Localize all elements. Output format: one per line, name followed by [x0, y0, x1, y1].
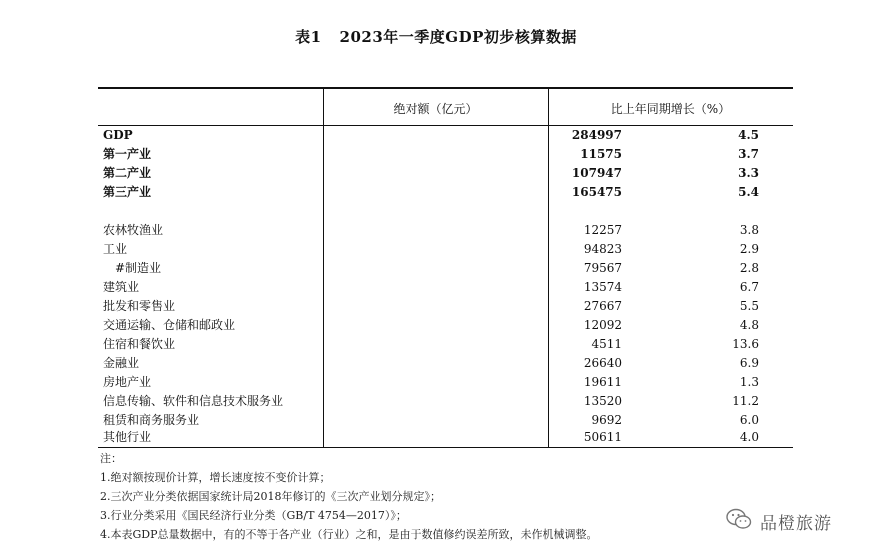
row-label: GDP [103, 128, 133, 142]
column-header-growth: 比上年同期增长（%） [610, 102, 731, 116]
row-growth: 6.7 [739, 280, 759, 294]
row-growth: 4.8 [739, 318, 759, 332]
row-label: 农林牧渔业 [103, 223, 164, 237]
row-growth: 6.0 [739, 413, 759, 427]
watermark-logo [726, 508, 832, 534]
row-label: 信息传输、软件和信息技术服务业 [103, 394, 284, 408]
row-value: 27667 [583, 299, 622, 313]
row-label: 批发和零售业 [103, 299, 176, 313]
row-growth: 1.3 [739, 375, 759, 389]
row-label: 建筑业 [103, 280, 140, 294]
note-line: 2.三次产业分类依据国家统计局2018年修订的《三次产业划分规定》； [100, 490, 441, 503]
row-growth: 2.9 [739, 242, 759, 256]
row-label: 金融业 [103, 356, 140, 370]
table-row [98, 145, 793, 164]
table-top-rule [98, 87, 793, 89]
table-number: 表1 [295, 28, 322, 46]
row-growth: 4.0 [739, 430, 759, 444]
table-bottom-rule [98, 447, 793, 448]
row-value: 19611 [583, 375, 622, 389]
table-row [98, 392, 793, 411]
note-line: 3.行业分类采用《国民经济行业分类（GB/T 4754—2017）》； [100, 509, 407, 522]
row-label: #制造业 [115, 261, 162, 275]
table-row [98, 183, 793, 202]
table-row [98, 126, 793, 145]
wechat-icon [726, 508, 752, 534]
row-value: 50611 [583, 430, 622, 444]
note-line: 1.绝对额按现价计算，增长速度按不变价计算； [100, 471, 331, 484]
column-header-absolute: 绝对额（亿元） [393, 102, 478, 116]
table-notes [100, 449, 598, 544]
table-row [98, 354, 793, 373]
row-label: 房地产业 [103, 375, 152, 389]
row-growth: 5.5 [739, 299, 759, 313]
row-label: 住宿和餐饮业 [103, 337, 176, 351]
table-title: 2023年一季度GDP初步核算数据 [339, 28, 577, 46]
table-row [98, 259, 793, 278]
table-row [98, 297, 793, 316]
row-value: 12257 [583, 223, 622, 237]
table-row [98, 316, 793, 335]
table-row [98, 373, 793, 392]
table-row [98, 335, 793, 354]
row-growth: 3.8 [739, 223, 759, 237]
row-value: 26640 [583, 356, 622, 370]
row-value: 12092 [583, 318, 622, 332]
row-value: 284997 [571, 128, 622, 142]
table-row [98, 240, 793, 259]
row-value: 107947 [571, 166, 622, 180]
table-row [98, 428, 793, 447]
row-label: 第一产业 [103, 147, 152, 161]
row-value: 4511 [591, 337, 622, 351]
table-row [98, 164, 793, 183]
row-label: 第三产业 [103, 185, 152, 199]
row-growth: 13.6 [732, 337, 759, 351]
brand-name: 品橙旅游 [760, 513, 832, 534]
row-growth: 3.3 [738, 166, 759, 180]
row-label: 租赁和商务服务业 [103, 413, 200, 427]
row-value: 13520 [583, 394, 622, 408]
row-value: 13574 [583, 280, 622, 294]
note-line: 4.本表GDP总量数据中，有的不等于各产业（行业）之和，是由于数值修约误差所致，未作机械调整。 [100, 528, 598, 541]
row-growth: 2.8 [739, 261, 759, 275]
page-title [0, 26, 872, 47]
row-value: 165475 [571, 185, 622, 199]
row-value: 79567 [583, 261, 622, 275]
row-value: 94823 [583, 242, 622, 256]
row-label: 第二产业 [103, 166, 152, 180]
row-value: 9692 [591, 413, 622, 427]
row-label: 其他行业 [103, 430, 152, 444]
row-growth: 4.5 [738, 128, 759, 142]
row-growth: 3.7 [738, 147, 759, 161]
row-value: 11575 [580, 147, 622, 161]
row-growth: 6.9 [739, 356, 759, 370]
table-row [98, 278, 793, 297]
row-growth: 5.4 [738, 185, 759, 199]
table-row [98, 221, 793, 240]
notes-heading: 注： [100, 452, 122, 465]
row-label: 交通运输、仓储和邮政业 [103, 318, 236, 332]
row-label: 工业 [103, 242, 128, 256]
row-growth: 11.2 [732, 394, 759, 408]
